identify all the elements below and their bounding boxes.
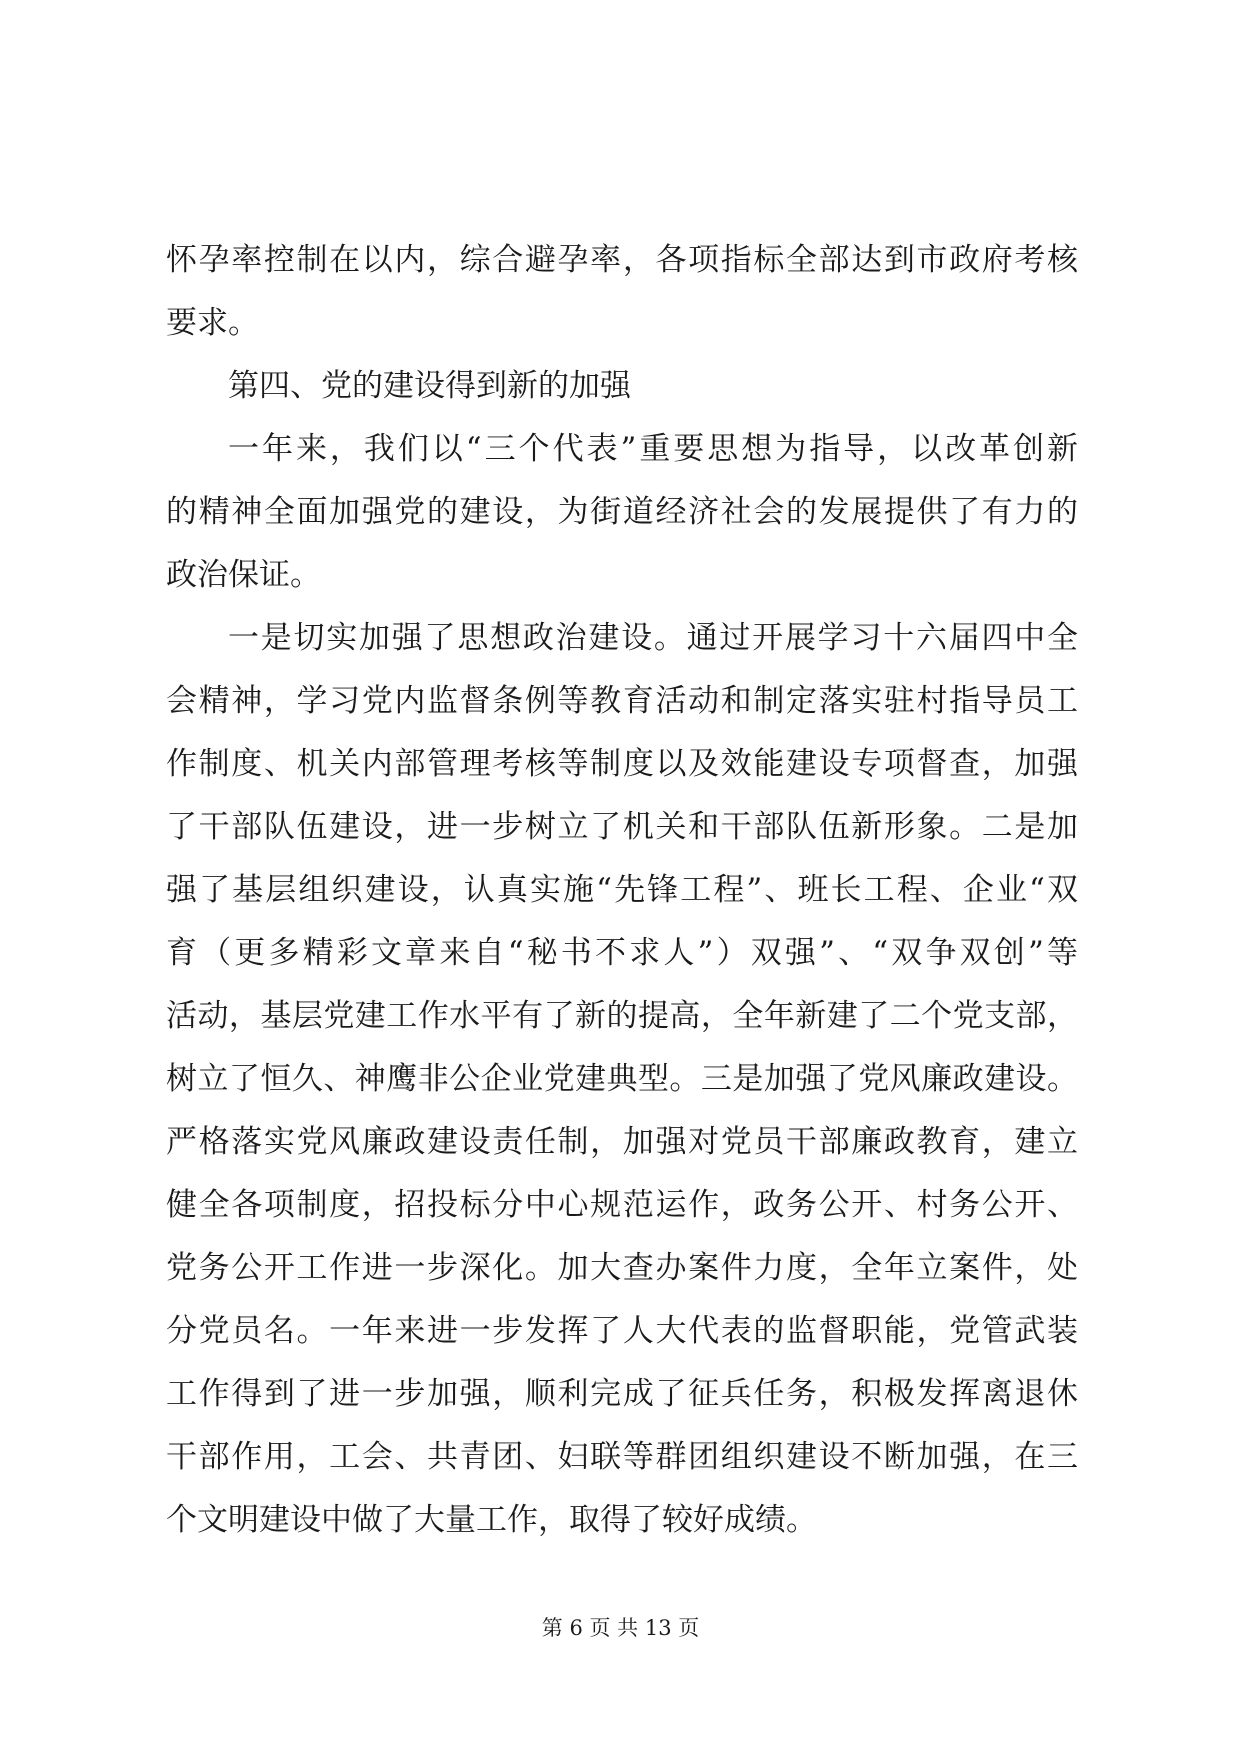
section-heading	[166, 355, 1078, 418]
text-line: 树立了恒久、神鹰非公企业党建典型。三是加强了党风廉政建设。	[166, 1061, 1078, 1097]
text-line: 干部作用，工会、共青团、妇联等群团组织建设不断加强，在三	[166, 1439, 1078, 1475]
paragraph	[166, 418, 1078, 607]
text-line: 活动，基层党建工作水平有了新的提高，全年新建了二个党支部，	[166, 998, 1078, 1034]
text-line: 的精神全面加强党的建设，为街道经济社会的发展提供了有力的	[166, 494, 1078, 530]
page-number-footer: 第 6 页 共 13 页	[541, 1616, 700, 1640]
text-line: 党务公开工作进一步深化。加大查办案件力度，全年立案件，处	[166, 1250, 1078, 1286]
text-line: 一是切实加强了思想政治建设。通过开展学习十六届四中全	[228, 620, 1078, 656]
text-line: 了干部队伍建设，进一步树立了机关和干部队伍新形象。二是加	[166, 809, 1078, 845]
text-line: 怀孕率控制在以内，综合避孕率，各项指标全部达到市政府考核	[166, 242, 1078, 278]
text-line: 第四、党的建设得到新的加强	[228, 368, 631, 404]
paragraph	[166, 607, 1078, 1552]
text-line: 强了基层组织建设，认真实施“先锋工程”、班长工程、企业“双	[166, 872, 1078, 908]
text-line: 严格落实党风廉政建设责任制，加强对党员干部廉政教育，建立	[166, 1124, 1078, 1160]
text-line: 会精神，学习党内监督条例等教育活动和制定落实驻村指导员工	[166, 683, 1078, 719]
text-line: 工作得到了进一步加强，顺利完成了征兵任务，积极发挥离退休	[166, 1376, 1078, 1412]
text-line: 要求。	[166, 305, 259, 341]
text-line: 个文明建设中做了大量工作，取得了较好成绩。	[166, 1502, 817, 1538]
text-line: 健全各项制度，招投标分中心规范运作，政务公开、村务公开、	[166, 1187, 1078, 1223]
paragraph	[166, 229, 1078, 355]
text-line: 政治保证。	[166, 557, 321, 593]
text-line: 一年来，我们以“三个代表”重要思想为指导，以改革创新	[228, 431, 1078, 467]
text-line: 育（更多精彩文章来自“秘书不求人”）双强”、“双争双创”等	[166, 935, 1078, 971]
text-line: 分党员名。一年来进一步发挥了人大代表的监督职能，党管武装	[166, 1313, 1078, 1349]
document-body	[166, 229, 1078, 1552]
text-line: 作制度、机关内部管理考核等制度以及效能建设专项督查，加强	[166, 746, 1078, 782]
